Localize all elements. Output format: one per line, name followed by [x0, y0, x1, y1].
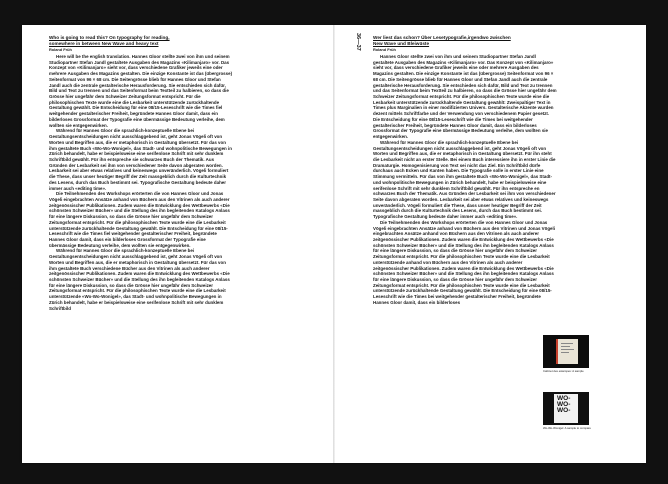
paragraph: Die Teilnehmenden des Workshops erörterten die von Hannes Gloor und Jonas Vögeli eingebrachten Ansätze anhand von Büchern aus den Vitrinen als auch anderer zeitgenössischer Publikationen. Zudem waren die Entwicklung des Wettbewerbs «Die schönsten Schweizer Bücher» und die Stellung des ihn begleitenden Katalogs Anlass für eine längere Diskussion, so dass die Grösse hier ungefähr dem Schweizer Zeitungsformat entspricht. Für die philosophischen Texte wurde eine die Lesbarkeit unterstützende zurückhaltende Gestaltung gewählt. Die Entscheidung für eine 08/15-Leseschrift wie die Times fiel weitgehender gestalterischer Freiheit, begründete Hannes Gloor damit, dass ein bilderloses Grossformat der Typografie eine übermässige Bedeutung verleihe, dem wollten sie entgegenwirken.	[49, 191, 230, 248]
cover-line: WO-	[557, 395, 571, 402]
right-author: Roland Früh	[373, 47, 396, 53]
right-page	[335, 25, 646, 463]
figure-wonigel	[543, 392, 589, 431]
cover-line: WO-	[557, 407, 571, 414]
figure-image	[543, 335, 589, 368]
paragraph: Hannes Gloor stellte zwei von ihm und seinem Studiopartner Stefan Jandl gestaltete Ausgaben des Magazins «Kilimanjaro» vor. Das Konzept von «Kilimanjaro» sieht vor, dass verschiedene Grafiker jeweils eine oder mehrere Ausgaben des Magazins gestalten. Die einzige Konstante ist das (übergrosse) Seitenformat von 96 × 68 cm. Die Seitengrösse blieb für Hannes Gloor und Stefan Jandl auch die zentrale gestalterische Herausforderung. Sie entschieden sich dafür, Bild und Text zu trennen und das Seitenformat beim Textteil zu halbieren, so dass die Grösse hier ungefähr dem Schweizer Zeitungsformat entspricht. Für die philosophischen Texte wurde eine die Lesbarkeit unterstützende zurückhaltende Gestaltung gewählt: Zweispaltiger Text in Times plus Marginalien in einer modifizierten Univers. Gestalterische Akzente wurden dezent mittels Schriftfarbe und der Verwendung von verschiedenem Papier gesetzt. Die Entscheidung für eine 08/15-Leseschrift wie die Times bei weitgehender gestalterischer Freiheit, begründete Hannes Gloor damit, dass ein bilderloses Grossformat der Typografie eine übermässige Bedeutung verleihe, dem wollten sie entgegenwirken.	[373, 54, 557, 140]
cover-line: WO-	[557, 401, 571, 408]
paragraph: Die Teilnehmenden des Workshops erörterten die von Hannes Gloor und Jonas Vögeli eingebrachten Ansätze anhand von Büchern aus den Vitrinen und Jonas Vögeli eingebrachten Ansätze anhand von Büchern aus den Vitrinen als auch anderer zeitgenössischer Publikationen. Zudem waren die Entwicklung des Wettbewerbs «Die schönsten Schweizer Bücher» und die Stellung des ihn begleitenden Katalogs Anlass für eine längere Diskussion, so dass die Grösse hier ungefähr dem Schweizer Zeitungsformat entspricht. Für die philosophischen Texte wurde eine die Lesbarkeit unterstützende anhand von Büchern aus den Vitrinen als auch anderer zeitgenössischer Publikationen. Zudem waren die Entwicklung des Wettbewerbs «Die schönsten Schweizer Bücher» und die Stellung des ihn begleitenden Katalogs Anlass für eine längere Diskussion, so dass die Grösse hier ungefähr dem Schweizer Zeitungsformat entspricht. Für die philosophischen Texte wurde eine die Lesbarkeit unterstützende zurückhaltende Gestaltung gewählt. Die Entscheidung für eine 08/15-Leseschrift wie die Times bei weitgehender gestalterischer Freiheit, begründete Hannes Gloor damit, dass ein bilderloses	[373, 219, 555, 305]
left-author: Roland Früh	[49, 47, 72, 53]
book-spread	[22, 25, 646, 463]
figure-caption: Wo-Wo-Wonigel: A sample to compare	[543, 426, 591, 430]
right-title: Wer liest das schon? Über Lesetypografie,irgendwo zwischen New Wave und Bleiwüste	[373, 35, 511, 47]
paragraph: Während für Hannes Gloor die sprachlich-konzeptuelle Ebene bei Gestaltungsentscheidungen nicht ausschlaggebend ist, geht Jonas Vögeli oft von Worten und Begriffen aus, die er metaphorisch in Gestaltung übersetzt. Für das von ihm gestaltete Buch verschiedene Bücher aus den Vitrinen als auch anderer zeitgenössischer Publikationen. Zudem waren die Entwicklung des Wettbewerbs «Die schönsten Schweizer Bücher» und die Stellung des ihn begleitenden Katalogs Anlass für eine längere Diskussion, so dass die Grösse hier ungefähr dem Schweizer Zeitungsformat entspricht. Für die philosophischen Texte wurde eine die Lesbarkeit unterstützende «Wo-Wo-Wonigel», das Stadt- und wohnpolitische Bewegungen in Zürich behandelt, habe er beispielsweise eine serifenlose Schrift mit sehr dunklem Schriftbild	[49, 248, 230, 311]
paragraph: Während für Hannes Gloor die sprachlich-konzeptuelle Ebene bei Gestaltungsentscheidungen nicht ausschlaggebend ist, geht Jonas Vögeli oft von Worten und Begriffen aus, die er metaphorisch in Gestaltung übersetzt. Für das von ihm gestaltete Buch «Wo-Wo-Wonigel», das Stadt- und wohnpolitische Bewegungen in Zürich behandelt, habe er beispielsweise eine serifenlose Schrift mit sehr dunklem Schriftbild gewählt. Für ihn entspreche sie schwarzes Buch der Thematik. Aus Gründen der Lesbarkeit sei ihm von verschiedener Seite davon abgeraten worden. Lesbarkeit sei aber etwas relatives und keineswegs unveränderlich. Vögeli formuliert die These, dass unser heutiger Begriff der Zeit massgeblich durch die Kulturtechnik des Lesens, durch das Buch bestimmt sei. Typografische Gestaltung bedeute daher immer auch «editing time».	[49, 128, 232, 191]
paragraph: Während für Hannes Gloor die sprachlich-konzeptuelle Ebene bei Gestaltungsentscheidungen nicht ausschlaggebend ist, geht Jonas Vögeli oft von Worten und Begriffen aus, die er metaphorisch in Gestaltung übersetzt. Für ihn steht die Lesbarkeit nicht an erster Stelle. Bei einem Buch interessiere ihn in erster Linie die Dramaturgie. Homogenisierung von Text sei nicht das Ziel. Ein Schriftbild dürfe durchaus auch Ecken und Kanten haben. Die Typografie solle in erster Linie eine Stimmung vermitteln. Für das von ihm gestaltete Buch «Wo-Wo-Wonigel», das Stadt- und wohnpolitische Bewegungen in Zürich behandelt, habe er beispielsweise eine serifenlose Schrift mit sehr dunklem Schriftbild gewählt. Für ihn entspreche en schwarzes Buch der Thematik. Aus Gründen der Lesbarkeit sei ihm von verschiedener Seite davon abgeraten worden. Lesbarkeit sei aber etwas relatives und keineswegs unveränderlich. Vögeli formuliert die These, dass unser heutiger Begriff der Zeit massgeblich durch die Kulturtechnik des Lesens, durch das Buch bestimmt sei. Typografische Gestaltung bedeute daher immer auch «editing time».	[373, 139, 556, 220]
figure-image	[543, 392, 589, 425]
figure-cabinet	[543, 335, 589, 374]
left-column	[49, 35, 233, 311]
cover-text	[557, 396, 570, 414]
left-page	[22, 25, 333, 463]
page-number: 36—37	[355, 33, 361, 51]
right-column	[373, 35, 557, 306]
figure-caption: Cabinet des estampes: A sample	[543, 369, 584, 373]
right-body	[373, 54, 557, 306]
left-body	[49, 54, 233, 311]
paragraph: Here will be the english translation. Hannes Gloor stellte zwei von ihm und seinem Studiopartner Stefan Jandl gestaltete Ausgaben des Magazins «Kilimanjaro» vor. Das Konzept von «Kilimanjaro» sieht vor, dass verschiedene Grafiker jeweils eine oder mehrere Ausgaben des Magazins gestalten. Die einzige Konstante ist das (übergrosse) Seitenformat von 96 × 68 cm. Die Seitengrösse blieb für Hannes Gloor und Stefan Jandl auch die zentrale gestalterische Herausforderung. Sie entschieden sich dafür, Bild und Text zu trennen und das Seitenformat beim Textteil zu halbieren, so dass die Grösse hier ungefähr dem Schweizer Zeitungsformat entspricht. Für die philosophischen Texte wurde eine die Lesbarkeit unterstützende zurückhaltende Gestaltung gewählt. Die Entscheidung für eine 08/15-Leseschrift wie die Times fiel weitgehender gestalterischer Freiheit, begründete Hannes Gloor damit, dass ein bilderloses Grossformat der Typografie eine übermässige Bedeutung verleihe, dem wollten sie entgegenwirken.	[49, 54, 233, 128]
left-title: Who is going to read this? On typography for reading, somewhere in between New Wave and heavy text	[49, 35, 170, 47]
